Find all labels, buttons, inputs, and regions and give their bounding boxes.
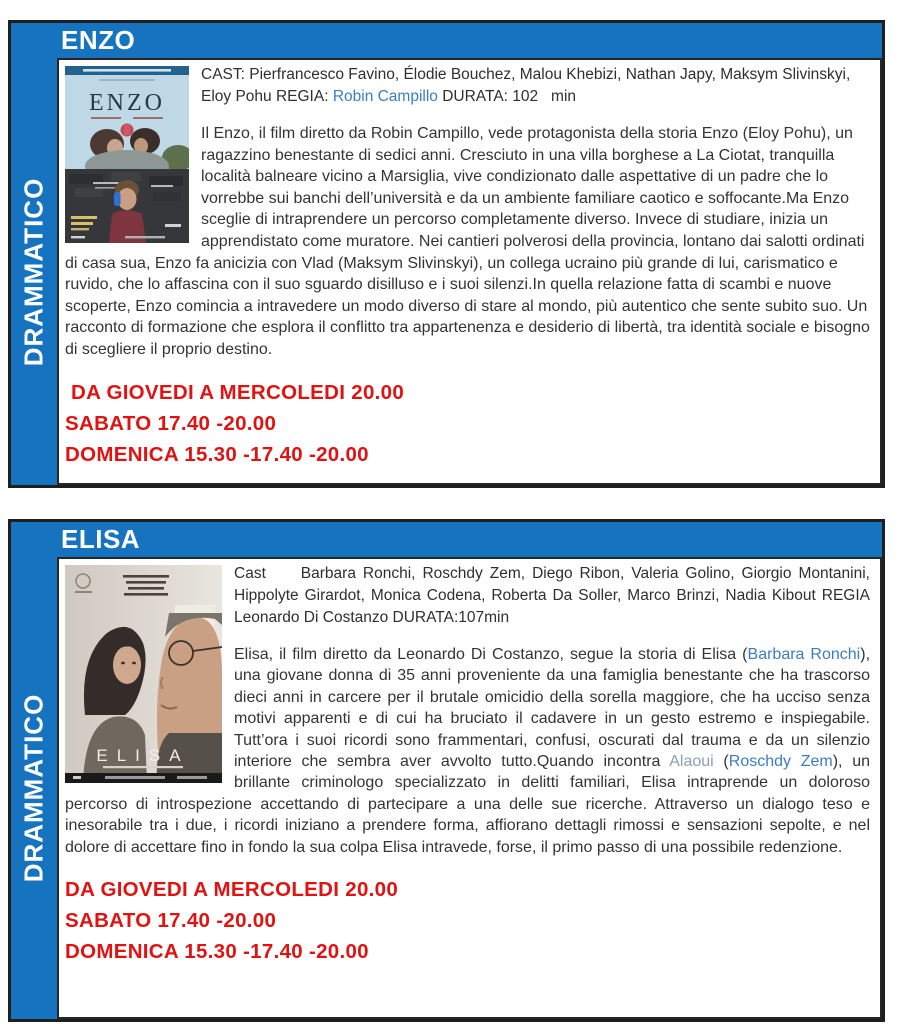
- film-title: ELISA: [61, 524, 141, 554]
- director-link[interactable]: Robin Campillo: [332, 88, 438, 105]
- cast-line: Cast Barbara Ronchi, Roschdy Zem, Diego Ribon, Valeria Golino, Giorgio Montanini, Hippolyte Girardot, Monica Codena, Roberta Da Soller, Marco Brinzi, Nadia Kibout REGIA Leonardo Di Costanzo DURATA:107min: [234, 565, 870, 626]
- duration-text: DURATA: 102 min: [437, 88, 577, 105]
- showtime-line: DOMENICA 15.30 -17.40 -20.00: [65, 940, 369, 964]
- film-title-bar: [11, 522, 882, 557]
- film-description: Il Enzo, il film diretto da Robin Campillo, vede protagonista della storia Enzo (Eloy Pohu), un ragazzino benestante di sedici anni. Cresciuto in una villa borghese a La Ciotat, tranquilla località balneare vicino a Marsiglia, vive condizionato dalle aspettative di un padre che lo vorrebbe sui banchi dell’università e da un ambiente familiare caotico e soffocante.Ma Enzo sceglie di intraprendere un percorso completamente diverso. Invece di studiare, inizia un apprendistato come muratore. Nei cantieri polverosi della provincia, lontano dai salotti ordinati di casa sua, Enzo fa anicizia con Vlad (Maksym Slivinskyi), un collega ucraino più grande di lui, carismatico e ruvido, che lo affascina con il suo sguardo disilluso e i suoi silenzi.In quella relazione fatta di scambi e nuove scoperte, Enzo comincia a intravedere un modo diverso di stare al mondo, più autentico che sente subito suo. Un racconto di formazione che esplora il conflitto tra appartenenza e desiderio di libertà, tra identità sociale e bisogno di scegliere il proprio destino.: [65, 125, 870, 358]
- elisa-poster: [65, 565, 222, 783]
- genre-strip: [11, 557, 57, 1019]
- film-content: [57, 557, 882, 1019]
- description-text: ), una giovane donna di 35 anni proveniente da una famiglia benestante che ha trascorso dieci anni in carcere per il brutale omicidio della sorella maggiore, che ha ucciso senza motivi apparenti e di cui ha bruciato il cadavere in un gesto estremo e inspiegabile. Tutt’ora i suoi ricordi sono frammentari, confusi, oscurati dal trauma e da un silenzio interiore che sembra aver avvolto tutto.Quando incontra: [234, 646, 871, 771]
- enzo-poster-image: [65, 66, 189, 243]
- showtime-line: SABATO 17.40 -20.00: [65, 909, 277, 933]
- showtimes: [65, 874, 870, 967]
- showtime-line: SABATO 17.40 -20.00: [65, 411, 277, 435]
- description-text: (: [713, 753, 729, 771]
- character-name: Alaoui: [669, 753, 714, 771]
- description-text: ), un brillante criminologo specializzato in delitti familiari, Elisa intraprende un doloroso percorso di introspezione accettando di partecipare a una delle sue ricerche. Attraverso un dialogo teso e inesorabile tra i due, i ricordi iniziano a prendere forma, affiorano dettagli rimossi e sensazioni sepolte, e nel dolore di accettare fino in fondo la sua colpa Elisa intravede, forse, il primo passo di una possibile redenzione.: [65, 753, 870, 856]
- description-text: Elisa, il film diretto da Leonardo Di Costanzo, segue la storia di Elisa (: [234, 646, 748, 663]
- genre-label: DRAMMATICO: [18, 693, 49, 883]
- enzo-poster: [65, 66, 189, 243]
- film-card-elisa: [8, 519, 885, 1022]
- svg-text:ENZO: ENZO: [89, 90, 165, 116]
- film-card-enzo: [8, 20, 885, 488]
- film-title: ENZO: [61, 25, 136, 55]
- genre-label: DRAMMATICO: [18, 177, 49, 366]
- film-title-bar: [11, 23, 882, 58]
- actor-link[interactable]: Roschdy Zem: [728, 753, 833, 771]
- showtime-line: DA GIOVEDI A MERCOLEDI 20.00: [65, 380, 405, 404]
- svg-text:ELISA: ELISA: [96, 746, 190, 765]
- film-content: [57, 58, 882, 485]
- actor-link[interactable]: Barbara Ronchi: [747, 646, 861, 663]
- genre-strip: [11, 58, 57, 485]
- elisa-poster-image: [65, 565, 222, 783]
- cast-text: CAST: Pierfrancesco Favino, Élodie Bouchez, Malou Khebizi, Nathan Japy, Maksym Slivinskyi, Eloy Pohu REGIA:: [201, 66, 851, 105]
- showtime-line: DOMENICA 15.30 -17.40 -20.00: [65, 442, 369, 466]
- showtime-line: DA GIOVEDI A MERCOLEDI 20.00: [65, 878, 399, 902]
- showtimes: [65, 377, 870, 470]
